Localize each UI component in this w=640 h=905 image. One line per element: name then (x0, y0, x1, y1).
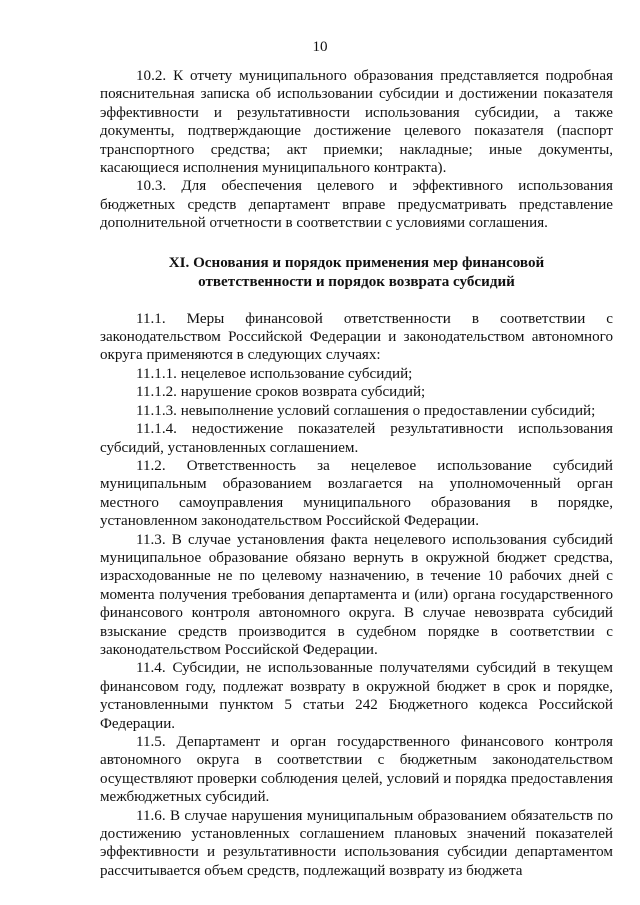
paragraph-11-1-1: 11.1.1. нецелевое использование субсидий; (136, 365, 413, 382)
paragraph-11-4: 11.4. Субсидии, не использованные получателями субсидий в текущем финансовом году, подлежат возврату в окружной бюджет в срок и порядке, установленными пунктом 5 статьи 242 Бюджетного кодекса Российской Федерации. (100, 660, 613, 732)
paragraph-11-1-4: 11.1.4. недостижение показателей результативности использования субсидий, установленных соглашением. (100, 421, 613, 456)
paragraph-11-3: 11.3. В случае установления факта нецелевого использования субсидий муниципальное образование обязано вернуть в окружной бюджет средства, израсходованные не по целевому назначению, в течение 10 рабочих дней с момента получения требования департамента и (или) органа государственного финансового контроля автономного округа. В случае невозврата субсидий взыскание средств производится в судебном порядке в соответствии с законодательством Российской Федерации. (100, 531, 613, 658)
paragraph-11-6: 11.6. В случае нарушения муниципальным образованием обязательств по достижению установленных соглашением плановых значений показателей эффективности и результативности использования субсидии департаментом рассчитывается объем средств, подлежащий возврату из бюджета (100, 807, 613, 879)
paragraph-11-1-2: 11.1.2. нарушение сроков возврата субсидий; (136, 384, 426, 401)
section-heading (100, 254, 613, 292)
paragraph-10-3: 10.3. Для обеспечения целевого и эффективного использования бюджетных средств департамент вправе предусматривать представление дополнительной отчетности в соответствии с условиями соглашения. (100, 178, 613, 232)
section-heading-line-2: ответственности и порядок возврата субсидий (198, 273, 515, 290)
page-number: 10 (312, 39, 328, 55)
paragraph-11-1: 11.1. Меры финансовой ответственности в соответствии с законодательством Российской Федерации и законодательством автономного округа применяются в следующих случаях: (100, 310, 613, 364)
section-heading-line-1: XI. Основания и порядок применения мер финансовой (168, 254, 545, 271)
paragraph-11-2: 11.2. Ответственность за нецелевое использование субсидий муниципальным образованием возлагается на уполномоченный орган местного самоуправления муниципального образования в порядке, установленном законодательством Российской Федерации. (100, 457, 613, 530)
paragraph-11-1-3: 11.1.3. невыполнение условий соглашения о предоставлении субсидий; (136, 402, 596, 419)
paragraph-10-2: 10.2. К отчету муниципального образования представляется подробная пояснительная записка об использовании субсидии и достижении показателя эффективности и результативности использования субсидии, а также документы, подтверждающие достижение целевого показателя (паспорт транспортного средства; акт приемки; накладные; иные документы, касающиеся исполнения муниципального контракта). (100, 68, 613, 177)
paragraph-11-5: 11.5. Департамент и орган государственного финансового контроля автономного округа в соответствии с бюджетным законодательством осуществляют проверки соблюдения целей, условий и порядка предоставления межбюджетных субсидий. (100, 734, 613, 806)
document-body (100, 67, 613, 880)
